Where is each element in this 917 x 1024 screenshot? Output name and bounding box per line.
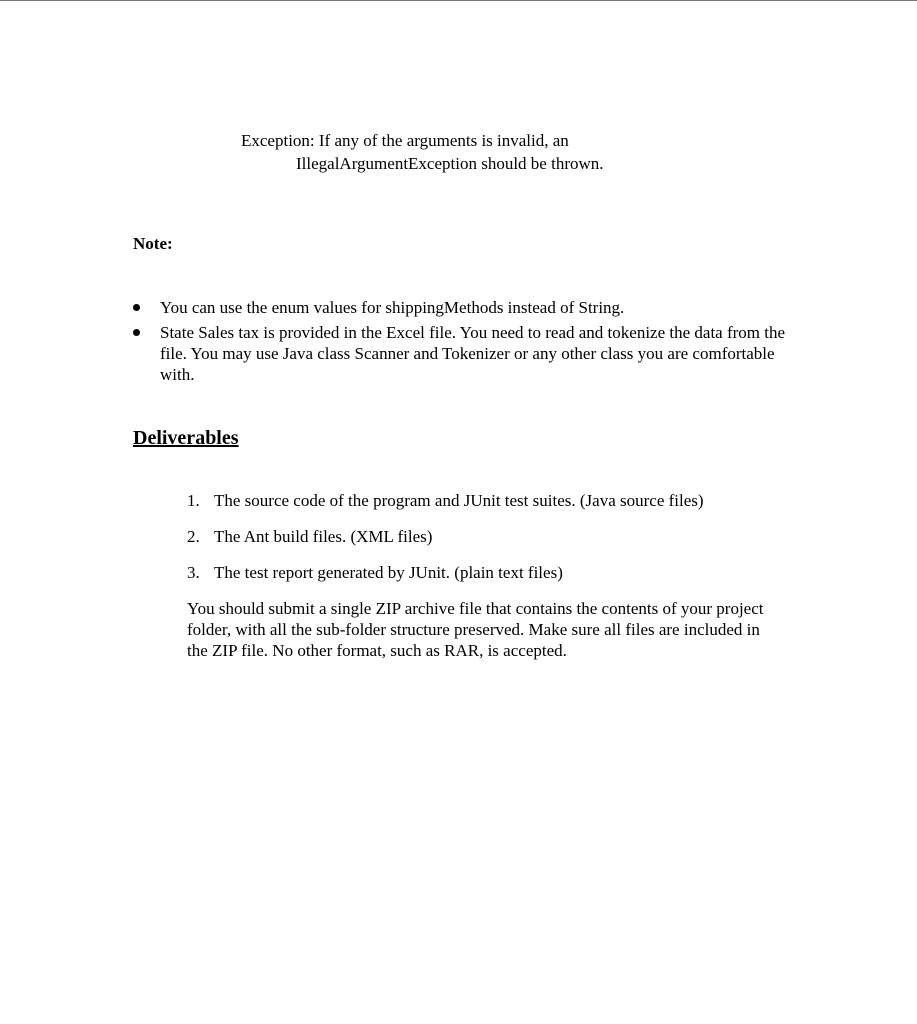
item-number: 2. xyxy=(187,527,200,546)
deliverables-list xyxy=(187,490,787,598)
bullet-text: State Sales tax is provided in the Excel file. You need to read and tokenize the data from the file. You may use Java class Scanner and Tokenizer or any other class you are comfortable with. xyxy=(160,323,786,384)
exception-line-2: IllegalArgumentException should be thrown. xyxy=(296,154,604,173)
item-text: The test report generated by JUnit. (plain text files) xyxy=(214,563,563,582)
bullet-icon xyxy=(133,304,140,311)
item-number: 1. xyxy=(187,491,200,510)
submission-instructions: You should submit a single ZIP archive file that contains the contents of your project folder, with all the sub-folder structure preserved. Make sure all files are included in the ZIP file. No other format, such as RAR, is accepted. xyxy=(187,599,764,660)
bullet-text: You can use the enum values for shippingMethods instead of String. xyxy=(160,298,625,317)
list-item xyxy=(187,490,787,512)
note-heading: Note: xyxy=(133,234,173,253)
bullet-icon xyxy=(133,329,140,336)
list-item xyxy=(187,526,787,548)
item-text: The Ant build files. (XML files) xyxy=(214,527,433,546)
item-number: 3. xyxy=(187,563,200,582)
item-text: The source code of the program and JUnit test suites. (Java source files) xyxy=(214,491,704,510)
deliverables-heading: Deliverables xyxy=(133,427,239,449)
list-item xyxy=(187,562,787,584)
exception-statement xyxy=(241,129,721,175)
exception-line-1: Exception: If any of the arguments is invalid, an xyxy=(241,131,569,150)
list-item xyxy=(133,297,793,318)
note-bullet-list xyxy=(133,297,793,389)
list-item xyxy=(133,322,793,385)
